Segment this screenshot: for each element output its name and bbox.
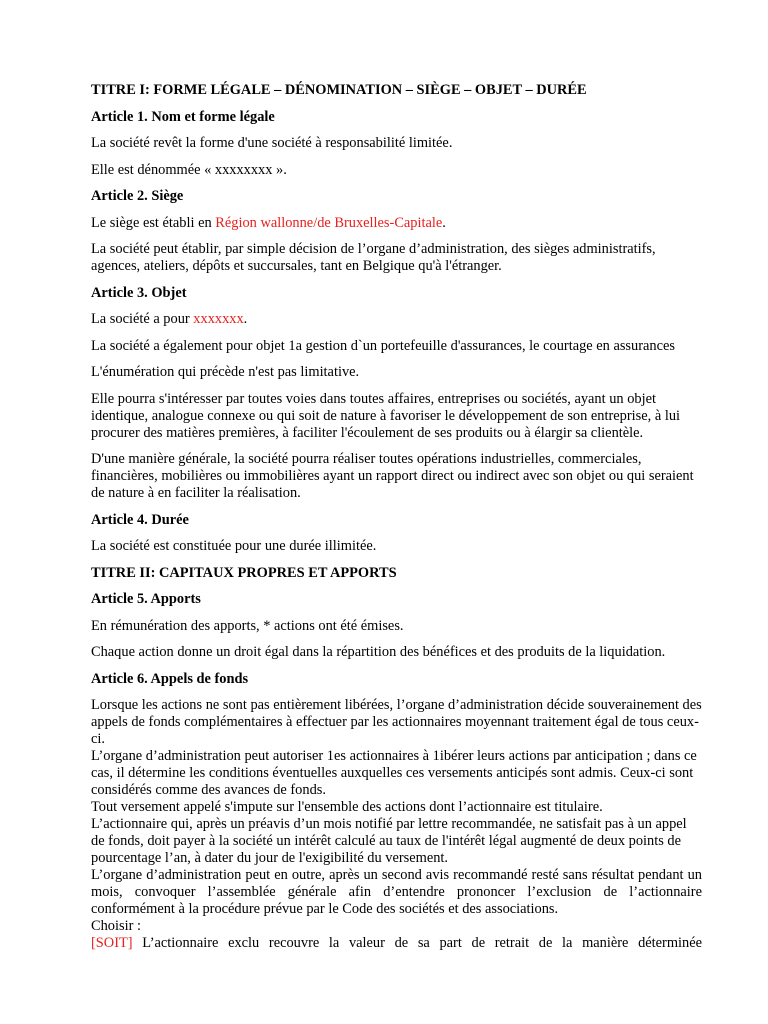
article-6-paragraph-2: L’organe d’administration peut autoriser 1es actionnaires à 1ibérer leurs actions par anticipation ; dans ce cas, il détermine les conditions éventuelles auxquelles ces versements anticipés sont admis. Ceux-ci sont considérés comme des avances de fonds.: [91, 748, 697, 798]
titre-2-heading: TITRE II: CAPITAUX PROPRES ET APPORTS: [91, 564, 397, 581]
article-2-heading: Article 2. Siège: [91, 188, 184, 204]
article-4-paragraph-1: La société est constituée pour une durée illimitée.: [91, 538, 377, 554]
article-4-heading: Article 4. Durée: [91, 511, 189, 528]
article-1-paragraph-1: La société revêt la forme d'une société à responsabilité limitée.: [91, 135, 453, 151]
article-2-paragraph-2: La société peut établir, par simple décision de l’organe d’administration, des sièges administratifs, agences, ateliers, dépôts et succursales, tant en Belgique qu'à l'étranger.: [91, 241, 656, 274]
article-3-p1-suffix: .: [243, 311, 248, 327]
article-3-paragraph-5: D'une manière générale, la société pourra réaliser toutes opérations industrielles, commerciales, financières, mobilières ou immobilières ayant un rapport direct ou indirect avec son objet ou qui seraient de nature à en faciliter la réalisation.: [91, 451, 694, 501]
article-6-paragraph-7: [91, 935, 702, 952]
article-3-p1-prefix: La société a pour: [91, 311, 194, 327]
article-3-paragraph-3: L'énumération qui précède n'est pas limitative.: [91, 364, 360, 380]
article-3-paragraph-2: La société a également pour objet 1a gestion d`un portefeuille d'assurances, le courtage en assurances: [91, 337, 675, 354]
article-5-paragraph-1: En rémunération des apports, * actions ont été émises.: [91, 617, 404, 634]
article-6-paragraph-1: Lorsque les actions ne sont pas entièrement libérées, l’organe d’administration décide souverainement des appels de fonds complémentaires à effectuer par les actionnaires moyennant traitement égal de tous ceux-ci.: [91, 697, 702, 747]
article-5-heading: Article 5. Apports: [91, 591, 201, 607]
article-3-paragraph-1: [91, 311, 702, 328]
article-3-heading: Article 3. Objet: [91, 284, 187, 301]
article-3-objet-highlight: xxxxxxx: [193, 311, 244, 327]
article-6-paragraph-4: L’actionnaire qui, après un préavis d’un mois notifié par lettre recommandée, ne satisfait pas à un appel de fonds, doit payer à la société un intérêt calculé au taux de l'intérêt légal augmenté de deux points de pourcentage l’an, à dater du jour de l'exigibilité du versement.: [91, 816, 687, 866]
article-2-p1-suffix: .: [442, 214, 446, 231]
article-2-paragraph-1: [91, 215, 702, 232]
article-1-paragraph-2: Elle est dénommée « xxxxxxxx ».: [91, 161, 287, 178]
titre-1-heading: TITRE I: FORME LÉGALE – DÉNOMINATION – SIÈGE – OBJET – DURÉE: [91, 82, 587, 98]
soit-marker: [SOIT]: [91, 935, 133, 951]
article-3-paragraph-4: Elle pourra s'intéresser par toutes voies dans toutes affaires, entreprises ou sociétés, ayant un objet identique, analogue connexe ou qui soit de nature à favoriser le développement de son entreprise, à lui procurer des matières premières, à faciliter l'écoulement de ses produits ou à élargir sa clientèle.: [91, 390, 681, 441]
article-6-paragraph-6: Choisir :: [91, 918, 141, 934]
article-6-paragraph-5: L’organe d’administration peut en outre, après un second avis recommandé resté sans résultat pendant un mois, convoquer l’assemblée générale afin d’entendre prononcer l’exclusion de l’actionnaire conformément à la procédure prévue par le Code des sociétés et des associations.: [91, 867, 702, 917]
article-6-heading: Article 6. Appels de fonds: [91, 670, 249, 687]
article-6-p7-text: L’actionnaire exclu recouvre la valeur de sa part de retrait de la manière déterminée: [132, 935, 702, 951]
article-6-paragraph-3: Tout versement appelé s'impute sur l'ensemble des actions dont l’actionnaire est titulaire.: [91, 799, 603, 815]
article-2-p1-prefix: Le siège est établi en: [91, 214, 216, 231]
article-1-heading: Article 1. Nom et forme légale: [91, 108, 275, 125]
article-5-paragraph-2: Chaque action donne un droit égal dans la répartition des bénéfices et des produits de la liquidation.: [91, 644, 666, 660]
article-2-region-highlight: Région wallonne/de Bruxelles-Capitale: [215, 214, 443, 231]
